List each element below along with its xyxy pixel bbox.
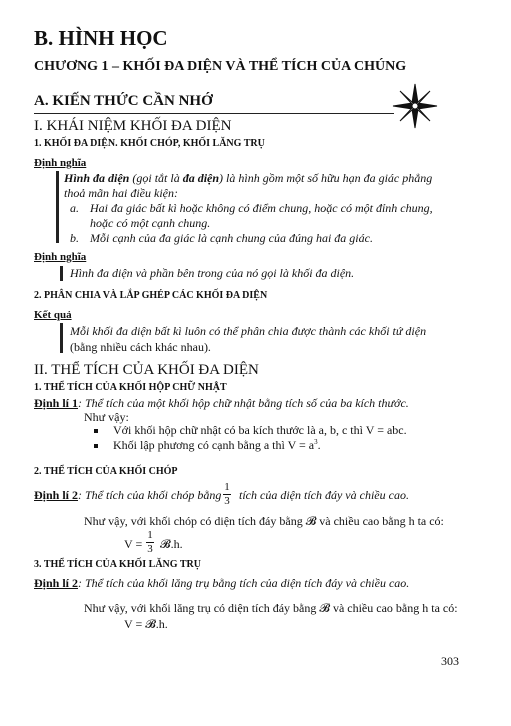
bullet-icon (94, 429, 98, 433)
theorem-1-bullet-1: Với khối hộp chữ nhật có ba kích thước là a, b, c thì V = abc. (113, 423, 407, 437)
definition-2-label: Định nghĩa (34, 251, 87, 263)
compass-rose-icon (392, 83, 438, 129)
theorem-1-text: : Thể tích của một khối hộp chữ nhật bằng tích số của ba kích thước. (78, 396, 409, 410)
definition-2-bar (60, 266, 63, 281)
chapter-title: CHƯƠNG 1 – KHỐI ĐA DIỆN VÀ THỂ TÍCH CỦA CHÚNG (34, 59, 407, 74)
fraction-one-third: 1 3 (224, 481, 230, 507)
section-title: B. HÌNH HỌC (34, 26, 168, 50)
theorem-2-label: Định lí 2 (34, 488, 79, 502)
part-a-underline (34, 113, 394, 114)
definition-2-text: Hình đa diện và phần bên trong của nó gọi là khối đa diện. (70, 266, 355, 280)
result-line2: (bằng nhiều cách khác nhau). (70, 340, 211, 354)
subsection-1-1: 1. KHỐI ĐA DIỆN. KHỐI CHÓP, KHỐI LĂNG TRỤ (34, 138, 265, 149)
theorem-3-label: Định lí 2 (34, 576, 79, 590)
theorem-1-line (34, 396, 409, 411)
theorem-2-formula-pre: V = (124, 537, 143, 551)
definition-1-a-marker: a. (70, 201, 79, 215)
page-number: 303 (441, 654, 459, 668)
definition-1-a-line1: Hai đa giác bất kì hoặc không có điểm chung, hoặc có một đỉnh chung, (90, 201, 433, 215)
bullet-icon (94, 444, 98, 448)
theorem-2-so: Như vậy, với khối chóp có diện tích đáy bằng 𝓑 và chiều cao bằng h ta có: (84, 514, 444, 528)
formula-fraction: 1 3 (147, 529, 153, 555)
theorem-3-formula: V = 𝓑.h. (124, 617, 168, 631)
result-bar (60, 323, 63, 353)
definition-1-a-line2: hoặc có một cạnh chung. (90, 216, 211, 230)
definition-1-line2: thoả mãn hai điều kiện: (64, 186, 178, 200)
subsection-2-2: 2. THỂ TÍCH CỦA KHỐI CHÓP (34, 466, 178, 477)
theorem-2-formula-post: 𝓑.h. (160, 537, 183, 551)
part-a-title: A. KIẾN THỨC CẦN NHỚ (34, 93, 213, 109)
theorem-3-line (34, 576, 409, 591)
theorem-3-so: Như vậy, với khối lăng trụ có diện tích đáy bằng 𝓑 và chiều cao bằng h ta có: (84, 601, 458, 615)
theorem-2-pre: : Thể tích của khối chóp bằng (78, 488, 222, 502)
definition-1-label: Định nghĩa (34, 157, 87, 169)
section-1-title: I. KHÁI NIỆM KHỐI ĐA DIỆN (34, 118, 232, 134)
definition-1-b-marker: b. (70, 231, 79, 245)
theorem-2-line (34, 488, 221, 503)
theorem-3-text: : Thể tích của khối lăng trụ bằng tích của diện tích đáy và chiều cao. (78, 576, 410, 590)
theorem-1-so: Như vậy: (84, 410, 129, 424)
subsection-2-3: 3. THỂ TÍCH CỦA KHỐI LĂNG TRỤ (34, 559, 201, 570)
subsection-2-1: 1. THỂ TÍCH CỦA KHỐI HỘP CHỮ NHẬT (34, 382, 227, 393)
theorem-1-label: Định lí 1 (34, 396, 79, 410)
theorem-2-post: tích của diện tích đáy và chiều cao. (239, 488, 409, 502)
definition-1-line1: Hình đa diện (gọi tắt là đa diện) là hình gồm một số hữu hạn đa giác phẳng (64, 171, 433, 185)
result-label: Kết quả (34, 309, 72, 321)
section-2-title: II. THỂ TÍCH CỦA KHỐI ĐA DIỆN (34, 362, 259, 378)
definition-1-bar (56, 171, 59, 243)
subsection-1-2: 2. PHÂN CHIA VÀ LẮP GHÉP CÁC KHỐI ĐA DIỆN (34, 290, 268, 301)
theorem-1-bullet-2: Khối lập phương có cạnh bằng a thì $V = a^3$. (113, 438, 321, 452)
definition-1-b: Mỗi cạnh của đa giác là cạnh chung của đúng hai đa giác. (90, 231, 373, 245)
result-line1: Mỗi khối đa diện bất kì luôn có thể phân chia được thành các khối tứ diện (70, 324, 427, 338)
